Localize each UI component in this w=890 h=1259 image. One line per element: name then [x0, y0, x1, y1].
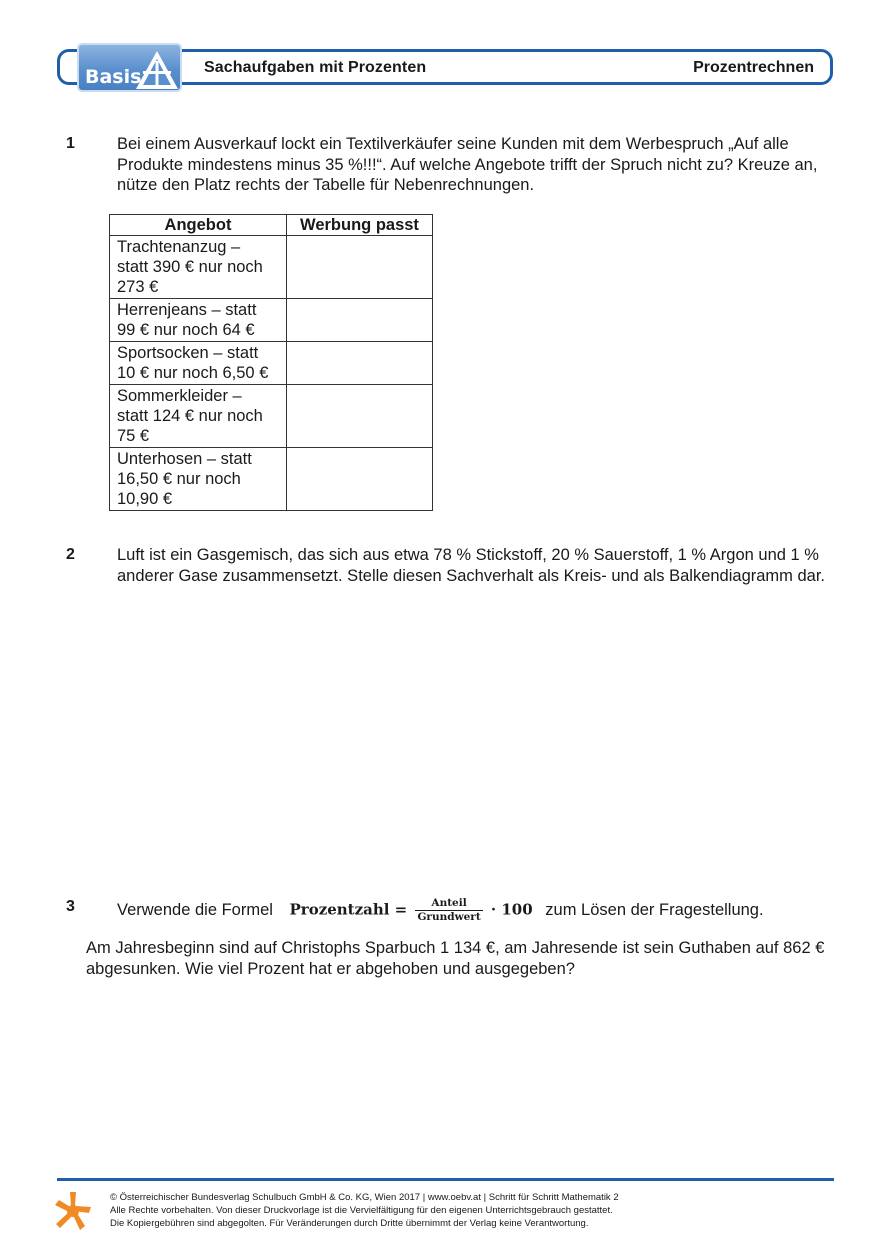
offer-line: 10,90 €	[117, 490, 173, 508]
task-3-number: 3	[66, 898, 75, 915]
offer-cell	[110, 448, 287, 511]
task-3-instruction	[117, 897, 764, 924]
table-row	[110, 385, 433, 448]
table-row	[110, 236, 433, 299]
check-cell[interactable]	[287, 342, 433, 385]
footer-divider	[57, 1178, 834, 1181]
task-3-text-before: Verwende die Formel	[117, 900, 273, 919]
offer-line: 16,50 € nur noch	[117, 470, 241, 488]
table-row	[110, 342, 433, 385]
footer-line-1: © Österreichischer Bundesverlag Schulbuch GmbH & Co. KG, Wien 2017 | www.oebv.at | Schritt für Schritt Mathematik 2	[110, 1192, 619, 1203]
offer-line: Trachtenanzug –	[117, 238, 241, 256]
formula-numerator: Anteil	[415, 897, 482, 911]
offer-cell	[110, 385, 287, 448]
publisher-star-icon	[54, 1191, 92, 1231]
offer-line: 273 €	[117, 278, 159, 296]
check-cell[interactable]	[287, 448, 433, 511]
footer-line-3: Die Kopiergebühren sind abgegolten. Für Veränderungen durch Dritte übernimmt der Verlag keine Verantwortung.	[110, 1218, 589, 1229]
task-3-problem: Am Jahresbeginn sind auf Christophs Sparbuch 1 134 €, am Jahresende ist sein Guthaben auf 862 € abgesunken. Wie viel Prozent hat er abgehoben und ausgegeben?	[86, 939, 825, 978]
footer-line-2: Alle Rechte vorbehalten. Von dieser Druckvorlage ist die Vervielfältigung für den eigenen Unterrichtsgebrauch gestattet.	[110, 1205, 613, 1216]
check-cell[interactable]	[287, 385, 433, 448]
task-2-number: 2	[66, 546, 75, 563]
formula-lhs: Prozentzahl =	[289, 900, 408, 919]
percentage-formula	[290, 897, 533, 924]
check-cell[interactable]	[287, 236, 433, 299]
offer-line: 75 €	[117, 427, 150, 445]
basis-badge	[77, 43, 182, 92]
triangle-logo-icon	[134, 47, 180, 91]
column-header-advert-fits: Werbung passt	[287, 215, 433, 236]
offer-table	[109, 214, 433, 511]
footer-copyright	[110, 1191, 619, 1230]
table-row	[110, 299, 433, 342]
offer-line: statt 390 € nur noch	[117, 258, 263, 276]
offer-line: 10 € nur noch 6,50 €	[117, 364, 269, 382]
table-header-row	[110, 215, 433, 236]
offer-cell	[110, 299, 287, 342]
offer-line: statt 124 € nur noch	[117, 407, 263, 425]
offer-cell	[110, 236, 287, 299]
offer-line: 99 € nur noch 64 €	[117, 321, 255, 339]
task-2-text: Luft ist ein Gasgemisch, das sich aus etwa 78 % Stickstoff, 20 % Sauerstoff, 1 % Argon und 1 % anderer Gase zusammensetzt. Stelle diesen Sachverhalt als Kreis- und als Balkendiagramm dar.	[117, 546, 826, 585]
offer-cell	[110, 342, 287, 385]
task-1-text: Bei einem Ausverkauf lockt ein Textilverkäufer seine Kunden mit dem Werbespruch „Auf alle Produkte mindestens minus 35 %!!!“. Auf welche Angebote trifft der Spruch nicht zu? Kreuze an, nütze den Platz rechts der Tabelle für Nebenrechnungen.	[117, 135, 818, 194]
offer-line: Sommerkleider –	[117, 387, 242, 405]
offer-line: Sportsocken – statt	[117, 344, 259, 362]
table-row	[110, 448, 433, 511]
offer-line: Herrenjeans – statt	[117, 301, 257, 319]
section-title: Prozentrechnen	[693, 59, 814, 76]
worksheet-title: Sachaufgaben mit Prozenten	[204, 59, 427, 76]
column-header-offer: Angebot	[110, 215, 287, 236]
formula-fraction	[415, 897, 482, 924]
basis-label: Basis	[85, 66, 142, 88]
formula-rhs: · 100	[490, 900, 533, 919]
task-1-number: 1	[66, 135, 75, 152]
formula-denominator: Grundwert	[417, 911, 481, 923]
check-cell[interactable]	[287, 299, 433, 342]
offer-line: Unterhosen – statt	[117, 450, 252, 468]
task-3-text-after: zum Lösen der Fragestellung.	[545, 900, 764, 919]
